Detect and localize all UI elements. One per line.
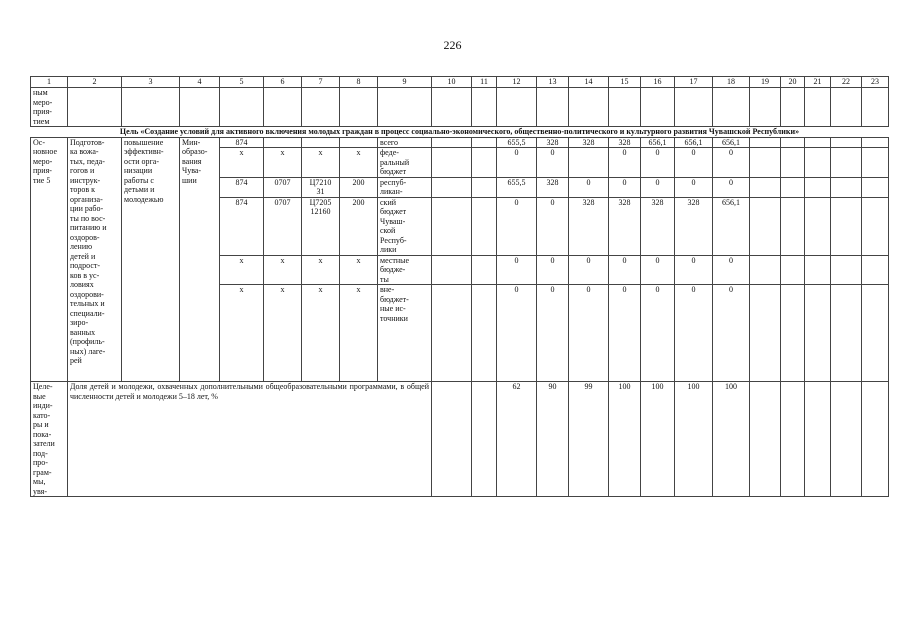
cell-c8: x: [340, 255, 378, 285]
cell-c17: 0: [675, 148, 713, 178]
column-number-23: 23: [862, 77, 889, 88]
cell-c17: 328: [675, 197, 713, 255]
goal-row: [31, 127, 889, 138]
column-number-22: 22: [831, 77, 862, 88]
cell-c12: 0: [497, 197, 537, 255]
cell-c7: x: [302, 255, 340, 285]
column-number-18: 18: [713, 77, 750, 88]
cell-c14: 0: [569, 177, 609, 197]
cell-c15: 328: [609, 137, 641, 148]
column-number-17: 17: [675, 77, 713, 88]
column-number-15: 15: [609, 77, 641, 88]
cell-c12: 0: [497, 285, 537, 382]
cell-source: феде- ральный бюджет: [378, 148, 432, 178]
cell-c13: 328: [537, 177, 569, 197]
cell-c12: 655,5: [497, 177, 537, 197]
column-number-4: 4: [180, 77, 220, 88]
cell-c15: 0: [609, 285, 641, 382]
indicator-c13: 90: [537, 382, 569, 497]
column-number-row: [31, 77, 889, 88]
event-row-1: [31, 137, 889, 148]
cell-c13: 0: [537, 255, 569, 285]
cell-c14: 0: [569, 285, 609, 382]
indicator-c15: 100: [609, 382, 641, 497]
cell-c6: x: [264, 255, 302, 285]
cell-c7: [302, 137, 340, 148]
main-event-name: Подготов- ка вожа- тых, педа- гогов и инструк- торов к организа- ции рабо- ты по вос- питанию и оздоров- лению детей и подрост- ков в ус- ловиях оздорови- тельных и специали- зиро- ванных (профиль- ных) лаге- рей: [68, 137, 122, 382]
column-number-12: 12: [497, 77, 537, 88]
cell-c13: 0: [537, 197, 569, 255]
cell-c18: 0: [713, 285, 750, 382]
column-number-1: 1: [31, 77, 68, 88]
cell-c16: 0: [641, 285, 675, 382]
cell-c17: 656,1: [675, 137, 713, 148]
cell-c8: 200: [340, 177, 378, 197]
column-number-2: 2: [68, 77, 122, 88]
cell-c18: 656,1: [713, 137, 750, 148]
cell-c16: 0: [641, 177, 675, 197]
cell-source: вне- бюджет- ные ис- точники: [378, 285, 432, 382]
cell-c12: 0: [497, 148, 537, 178]
main-event-purpose: повышение эффективн- ости орга- низации работы с детьми и молодежью: [122, 137, 180, 382]
indicator-c12: 62: [497, 382, 537, 497]
cell-c18: 0: [713, 255, 750, 285]
cell-c18: 656,1: [713, 197, 750, 255]
cell-c7: Ц7210 31: [302, 177, 340, 197]
cell-c7: x: [302, 148, 340, 178]
column-number-20: 20: [781, 77, 805, 88]
cell-c13: 0: [537, 148, 569, 178]
column-number-19: 19: [750, 77, 781, 88]
cell-c12: 0: [497, 255, 537, 285]
column-number-16: 16: [641, 77, 675, 88]
cell-c6: x: [264, 148, 302, 178]
cell-c14: 0: [569, 255, 609, 285]
cell-c14: 328: [569, 137, 609, 148]
cell-c7: Ц7205 12160: [302, 197, 340, 255]
cell-c5: x: [220, 148, 264, 178]
column-number-5: 5: [220, 77, 264, 88]
column-number-8: 8: [340, 77, 378, 88]
cell-c15: 0: [609, 148, 641, 178]
cell-c14: 328: [569, 197, 609, 255]
continued-event-cell: ным меро- прия- тием: [31, 88, 68, 127]
column-number-14: 14: [569, 77, 609, 88]
indicator-text: Доля детей и молодежи, охваченных дополнительными общеобразовательными программами, в общей численности детей и молодежи 5–18 лет, %: [68, 382, 432, 497]
cell-c15: 0: [609, 255, 641, 285]
cell-c6: x: [264, 285, 302, 382]
cell-c8: x: [340, 148, 378, 178]
cell-c18: 0: [713, 148, 750, 178]
cell-c13: 0: [537, 285, 569, 382]
cell-source: местные бюдже- ты: [378, 255, 432, 285]
column-number-3: 3: [122, 77, 180, 88]
cell-source: всего: [378, 137, 432, 148]
cell-c16: 0: [641, 255, 675, 285]
column-number-21: 21: [805, 77, 831, 88]
cell-c13: 328: [537, 137, 569, 148]
indicator-c17: 100: [675, 382, 713, 497]
continued-row: [31, 88, 889, 127]
cell-c15: 0: [609, 177, 641, 197]
column-number-7: 7: [302, 77, 340, 88]
main-event-executor: Мин- образо- вания Чува- шии: [180, 137, 220, 382]
column-number-6: 6: [264, 77, 302, 88]
cell-c8: x: [340, 285, 378, 382]
cell-c14: [569, 148, 609, 178]
cell-c5: 874: [220, 197, 264, 255]
cell-c5: 874: [220, 137, 264, 148]
cell-c17: 0: [675, 285, 713, 382]
cell-c15: 328: [609, 197, 641, 255]
cell-c5: x: [220, 255, 264, 285]
cell-c6: 0707: [264, 197, 302, 255]
indicator-c18: 100: [713, 382, 750, 497]
cell-source: респуб- ликан-: [378, 177, 432, 197]
goal-heading: Цель «Создание условий для активного включения молодых граждан в процесс социально-экономического, общественно-политического и культурного развития Чувашской Республики»: [31, 127, 889, 138]
cell-source: ский бюджет Чуваш- ской Респуб- лики: [378, 197, 432, 255]
cell-c16: 0: [641, 148, 675, 178]
cell-c6: 0707: [264, 177, 302, 197]
cell-c16: 656,1: [641, 137, 675, 148]
cell-c18: 0: [713, 177, 750, 197]
cell-c5: x: [220, 285, 264, 382]
program-table: [30, 76, 889, 497]
column-number-13: 13: [537, 77, 569, 88]
indicator-c14: 99: [569, 382, 609, 497]
cell-c12: 655,5: [497, 137, 537, 148]
main-event-label: Ос- новное меро- прия- тие 5: [31, 137, 68, 382]
cell-c7: x: [302, 285, 340, 382]
column-number-10: 10: [432, 77, 472, 88]
cell-c17: 0: [675, 255, 713, 285]
cell-c8: 200: [340, 197, 378, 255]
column-number-9: 9: [378, 77, 432, 88]
cell-c6: [264, 137, 302, 148]
cell-c8: [340, 137, 378, 148]
page-number: 226: [443, 38, 462, 52]
column-number-11: 11: [472, 77, 497, 88]
cell-c5: 874: [220, 177, 264, 197]
cell-c17: 0: [675, 177, 713, 197]
indicator-row: [31, 382, 889, 497]
indicator-c16: 100: [641, 382, 675, 497]
cell-c16: 328: [641, 197, 675, 255]
indicator-label: Целе- вые инди- като- ры и пока- затели под- про- грам- мы, увя-: [31, 382, 68, 497]
